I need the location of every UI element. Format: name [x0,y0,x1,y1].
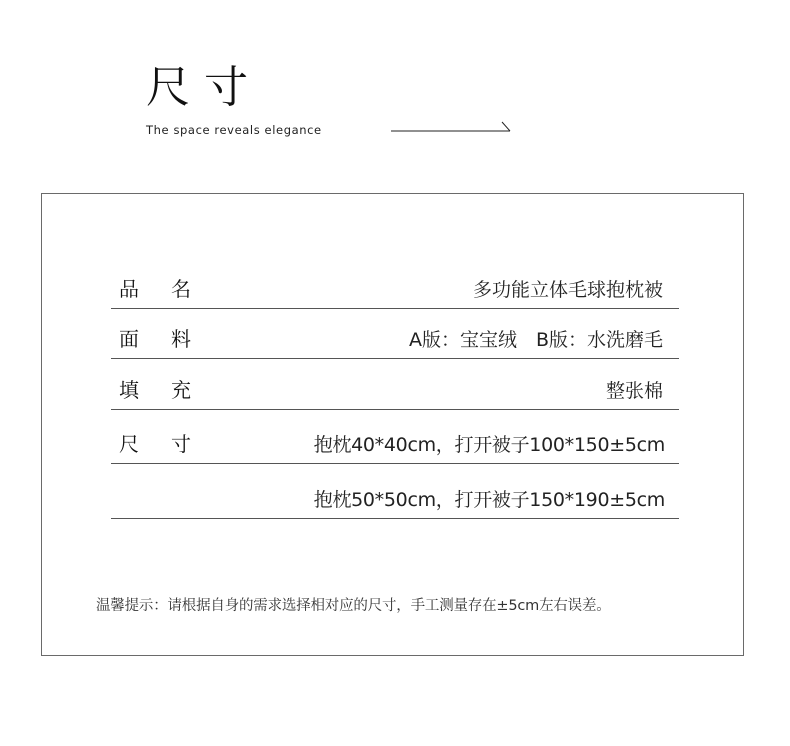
spec-row-fabric [111,308,679,359]
tip-note: 温馨提示：请根据自身的需求选择相对应的尺寸，手工测量存在±5cm左右误差。 [96,598,611,614]
spec-label: 填充 [119,378,223,402]
spec-value: 抱枕40*40cm，打开被子100*150±5cm [313,434,665,456]
page-subtitle: The space reveals elegance [146,123,322,137]
page-title: 尺寸 [146,62,262,113]
spec-label: 面料 [119,327,223,351]
spec-label: 品名 [119,277,223,301]
spec-value: 多功能立体毛球抱枕被 [472,279,663,301]
spec-value: 抱枕50*50cm，打开被子150*190±5cm [313,489,665,511]
spec-row-size-alt [111,463,679,519]
arrow-right-icon [390,118,514,134]
spec-row-name [111,262,679,309]
spec-label: 尺寸 [119,432,223,456]
spec-row-filling [111,358,679,410]
spec-value: A版：宝宝绒 B版：水洗磨毛 [408,329,663,351]
spec-row-size [111,409,679,464]
spec-value: 整张棉 [605,380,663,402]
